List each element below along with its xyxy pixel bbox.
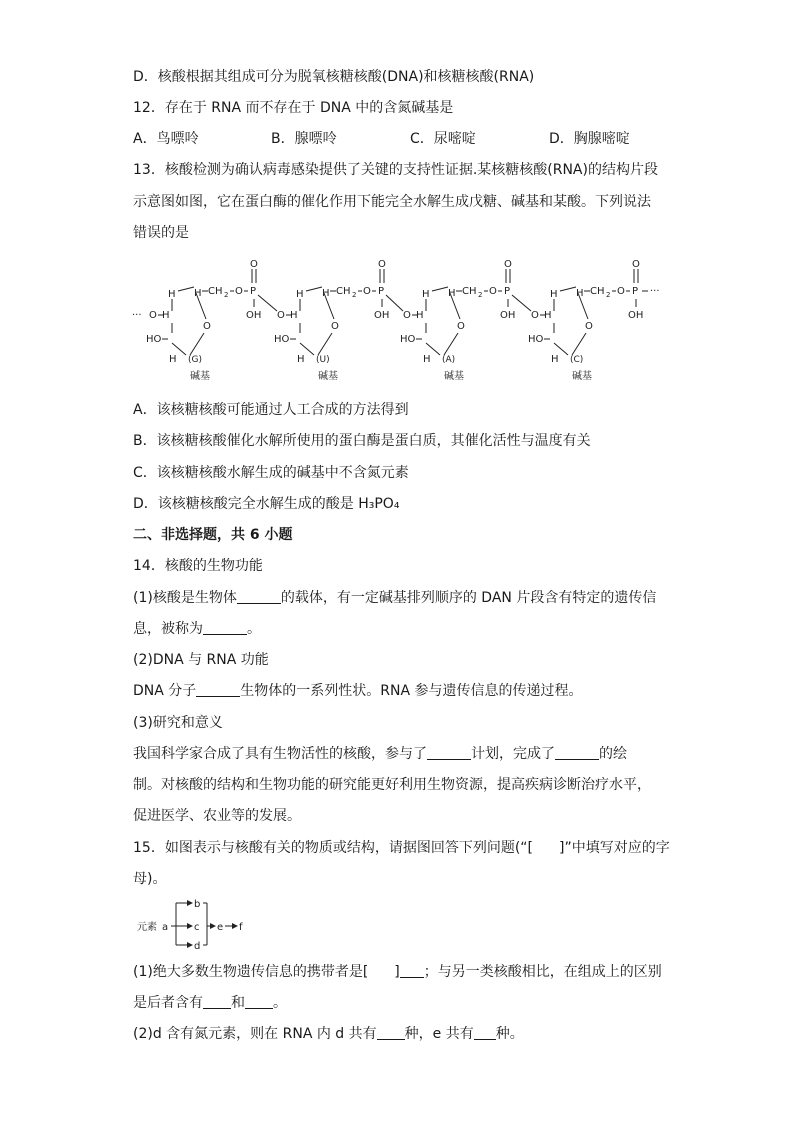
bond-line xyxy=(178,287,194,291)
hydrogen-atom: H xyxy=(416,310,424,321)
hydroxyl-group: OH xyxy=(628,310,644,321)
hydroxyl-group: OH xyxy=(500,310,516,321)
q14-title: 14．核酸的生物功能 xyxy=(133,558,263,574)
hydrogen-atom: H xyxy=(194,288,202,299)
oxygen-atom: O xyxy=(403,310,411,321)
bond-line xyxy=(306,287,322,291)
base-label: 碱基 xyxy=(444,371,464,382)
phosphate-oxygen: O xyxy=(504,259,512,270)
base-label: 碱基 xyxy=(318,371,338,382)
q15-p2-text-c: 种。 xyxy=(495,1026,524,1042)
q14-p2-text-a: DNA 分子 xyxy=(133,683,197,699)
bond-line xyxy=(560,287,576,291)
hydroxyl-group: HO xyxy=(274,334,290,345)
q15-blank-2[interactable] xyxy=(203,994,231,1009)
q14-blank-3[interactable] xyxy=(196,682,240,697)
q14-part3-line3: 促进医学、农业等的发展。 xyxy=(133,808,301,824)
q14-part2-heading: (2)DNA 与 RNA 功能 xyxy=(133,652,269,668)
hydroxyl-group: HO xyxy=(400,334,416,345)
oxygen-atom: O xyxy=(235,286,243,297)
subscript-2: 2 xyxy=(224,291,229,299)
q15-blank-1[interactable] xyxy=(400,963,424,978)
hydroxyl-group: OH xyxy=(374,310,390,321)
q14-blank-2[interactable] xyxy=(203,620,247,635)
bond-line xyxy=(572,333,586,355)
q15-p1-text-e: 和 xyxy=(231,995,245,1011)
q11-option-d: D．核酸根据其组成可分为脱氧核糖核酸(DNA)和核糖核酸(RNA) xyxy=(133,69,535,85)
phosphorus-atom: P xyxy=(632,286,639,297)
q14-part3-line1 xyxy=(133,744,627,764)
ch2-group: CH xyxy=(590,286,605,297)
q14-part2-line xyxy=(133,681,583,701)
q15-flow-diagram xyxy=(133,895,293,955)
q15-node-c: c xyxy=(194,922,200,933)
oxygen-atom: O xyxy=(277,310,285,321)
hydroxyl-group: HO xyxy=(528,334,544,345)
q15-stem-line1 xyxy=(133,838,670,858)
q14-part1-line2 xyxy=(133,619,261,639)
ring-oxygen: O xyxy=(585,321,593,332)
q15-blank-3[interactable] xyxy=(245,994,273,1009)
base-label: 碱基 xyxy=(572,371,592,382)
q12-option-d: D．胸腺嘧啶 xyxy=(549,131,630,147)
ch2-group: CH xyxy=(208,286,223,297)
q15-p1-text-f: 。 xyxy=(273,995,287,1011)
bond-line xyxy=(444,333,458,355)
ch2-group: CH xyxy=(336,286,351,297)
base-letter: (C) xyxy=(570,355,584,365)
section-2-title: 二、非选择题，共 6 小题 xyxy=(133,527,293,543)
q13-option-a: A．该核糖核酸可能通过人工合成的方法得到 xyxy=(133,402,409,418)
q14-p1-text-c: 息，被称为 xyxy=(133,621,203,637)
q14-p3-text-a: 我国科学家合成了具有生物活性的核酸，参与了 xyxy=(133,746,427,762)
q13-option-d: D．该核糖核酸完全水解生成的酸是 H₃PO₄ xyxy=(133,496,400,512)
hydroxyl-group: HO xyxy=(146,334,162,345)
hydrogen-atom: H xyxy=(576,288,584,299)
q14-p1-text-a: (1)核酸是生物体 xyxy=(133,590,237,606)
q13-stem-line-2: 示意图如图，它在蛋白酶的催化作用下能完全水解生成戊糖、碱基和某酸。下列说法 xyxy=(133,194,651,210)
hydrogen-atom: H xyxy=(290,310,298,321)
chain-dots: ··· xyxy=(650,286,660,297)
q15-elements-label: 元素 xyxy=(137,922,157,933)
phosphate-oxygen: O xyxy=(250,259,258,270)
q14-blank-5[interactable] xyxy=(555,745,599,760)
q14-part3-line2: 制。对核酸的结构和生物功能的研究能更好利用生物资源，提高疾病诊断治疗水平， xyxy=(133,777,651,793)
q14-blank-4[interactable] xyxy=(427,745,471,760)
oxygen-atom: O xyxy=(489,286,497,297)
base-label: 碱基 xyxy=(190,371,210,382)
q13-option-c: C．该核糖核酸水解生成的碱基中不含氮元素 xyxy=(133,465,409,481)
q14-p3-text-c: 的绘 xyxy=(599,746,627,762)
ring-oxygen: O xyxy=(331,321,339,332)
hydrogen-atom: H xyxy=(550,289,558,300)
q14-part3-heading: (3)研究和意义 xyxy=(133,715,223,731)
bond-line xyxy=(318,333,332,355)
subscript-2: 2 xyxy=(352,291,357,299)
q15-p2-text-b: 种，e 共有 xyxy=(404,1026,474,1042)
q15-node-b: b xyxy=(194,899,201,910)
q15-part1-line1 xyxy=(133,962,662,982)
q15-blank-4[interactable] xyxy=(377,1025,405,1040)
subscript-2: 2 xyxy=(478,291,483,299)
phosphate-oxygen: O xyxy=(632,259,640,270)
q13-stem-line-3: 错误的是 xyxy=(133,225,189,241)
q15-part1-line2 xyxy=(133,993,287,1013)
q15-node-e: e xyxy=(217,922,224,933)
hydrogen-atom: H xyxy=(423,354,431,365)
q15-node-a: a xyxy=(162,922,169,933)
hydrogen-atom: H xyxy=(448,288,456,299)
bond-line xyxy=(512,295,531,311)
base-letter: (G) xyxy=(188,355,202,365)
q15-p1-text-c: ；与另一类核酸相比，在组成上的区别 xyxy=(423,964,662,980)
oxygen-atom: O xyxy=(617,286,625,297)
ring-oxygen: O xyxy=(203,321,211,332)
q15-part2-line xyxy=(133,1024,524,1044)
rna-structure-figure xyxy=(0,255,794,395)
q12-stem: 12．存在于 RNA 而不存在于 DNA 中的含氮碱基是 xyxy=(133,100,454,116)
q13-option-b: B．该核糖核酸催化水解所使用的蛋白酶是蛋白质，其催化活性与温度有关 xyxy=(133,433,591,449)
q15-p1-text-a: (1)绝大多数生物遗传信息的携带者是[ xyxy=(133,964,369,980)
q15-p2-text-a: (2)d 含有氮元素，则在 RNA 内 d 共有 xyxy=(133,1026,377,1042)
base-letter: (A) xyxy=(442,355,456,365)
hydrogen-atom: H xyxy=(169,354,177,365)
ring-oxygen: O xyxy=(457,321,465,332)
hydrogen-atom: H xyxy=(162,310,170,321)
q15-p1-text-d: 是后者含有 xyxy=(133,995,203,1011)
phosphorus-atom: P xyxy=(250,286,257,297)
q15-stem-text-a: 15．如图表示与核酸有关的物质或结构，请据图回答下列问题(“[ xyxy=(133,840,533,856)
q14-p1-text-d: 。 xyxy=(247,621,261,637)
q12-option-b: B．腺嘌呤 xyxy=(271,131,337,147)
q15-node-f: f xyxy=(239,922,243,933)
q14-part1-line1 xyxy=(133,588,656,608)
chain-dots: ··· xyxy=(132,310,142,321)
bond-line xyxy=(190,333,204,355)
q15-stem-line2: 母)。 xyxy=(133,871,167,887)
q14-p1-text-b: 的载体，有一定碱基排列顺序的 DAN 片段含有特定的遗传信 xyxy=(280,590,657,606)
base-letter: (U) xyxy=(316,355,330,365)
q12-option-a: A．鸟嘌呤 xyxy=(133,131,199,147)
bond-line xyxy=(386,295,403,311)
ch2-group: CH xyxy=(462,286,477,297)
phosphorus-atom: P xyxy=(504,286,511,297)
subscript-2: 2 xyxy=(606,291,611,299)
oxygen-atom: O xyxy=(149,310,157,321)
q15-stem-text-b: ]”中填写对应的字 xyxy=(559,840,670,856)
q15-blank-5[interactable] xyxy=(474,1025,496,1040)
bond-line xyxy=(432,287,448,291)
hydrogen-atom: H xyxy=(168,289,176,300)
hydrogen-atom: H xyxy=(544,310,552,321)
q12-option-c: C．尿嘧啶 xyxy=(410,131,476,147)
q13-stem-line-1: 13．核酸检测为确认病毒感染提供了关键的支持性证据.某核糖核酸(RNA)的结构片段 xyxy=(133,162,658,178)
hydrogen-atom: H xyxy=(322,288,330,299)
phosphorus-atom: P xyxy=(378,286,385,297)
hydrogen-atom: H xyxy=(422,289,430,300)
q15-p1-text-b: ] xyxy=(394,964,400,980)
bond-line xyxy=(258,295,277,311)
hydroxyl-group: OH xyxy=(246,310,262,321)
hydrogen-atom: H xyxy=(296,289,304,300)
oxygen-atom: O xyxy=(363,286,371,297)
phosphate-oxygen: O xyxy=(378,259,386,270)
q14-p2-text-b: 生物体的一系列性状。RNA 参与遗传信息的传递过程。 xyxy=(240,683,583,699)
hydrogen-atom: H xyxy=(297,354,305,365)
oxygen-atom: O xyxy=(531,310,539,321)
q15-node-d: d xyxy=(194,941,201,952)
q14-p3-text-b: 计划，完成了 xyxy=(471,746,555,762)
q14-blank-1[interactable] xyxy=(237,589,281,604)
hydrogen-atom: H xyxy=(551,354,559,365)
